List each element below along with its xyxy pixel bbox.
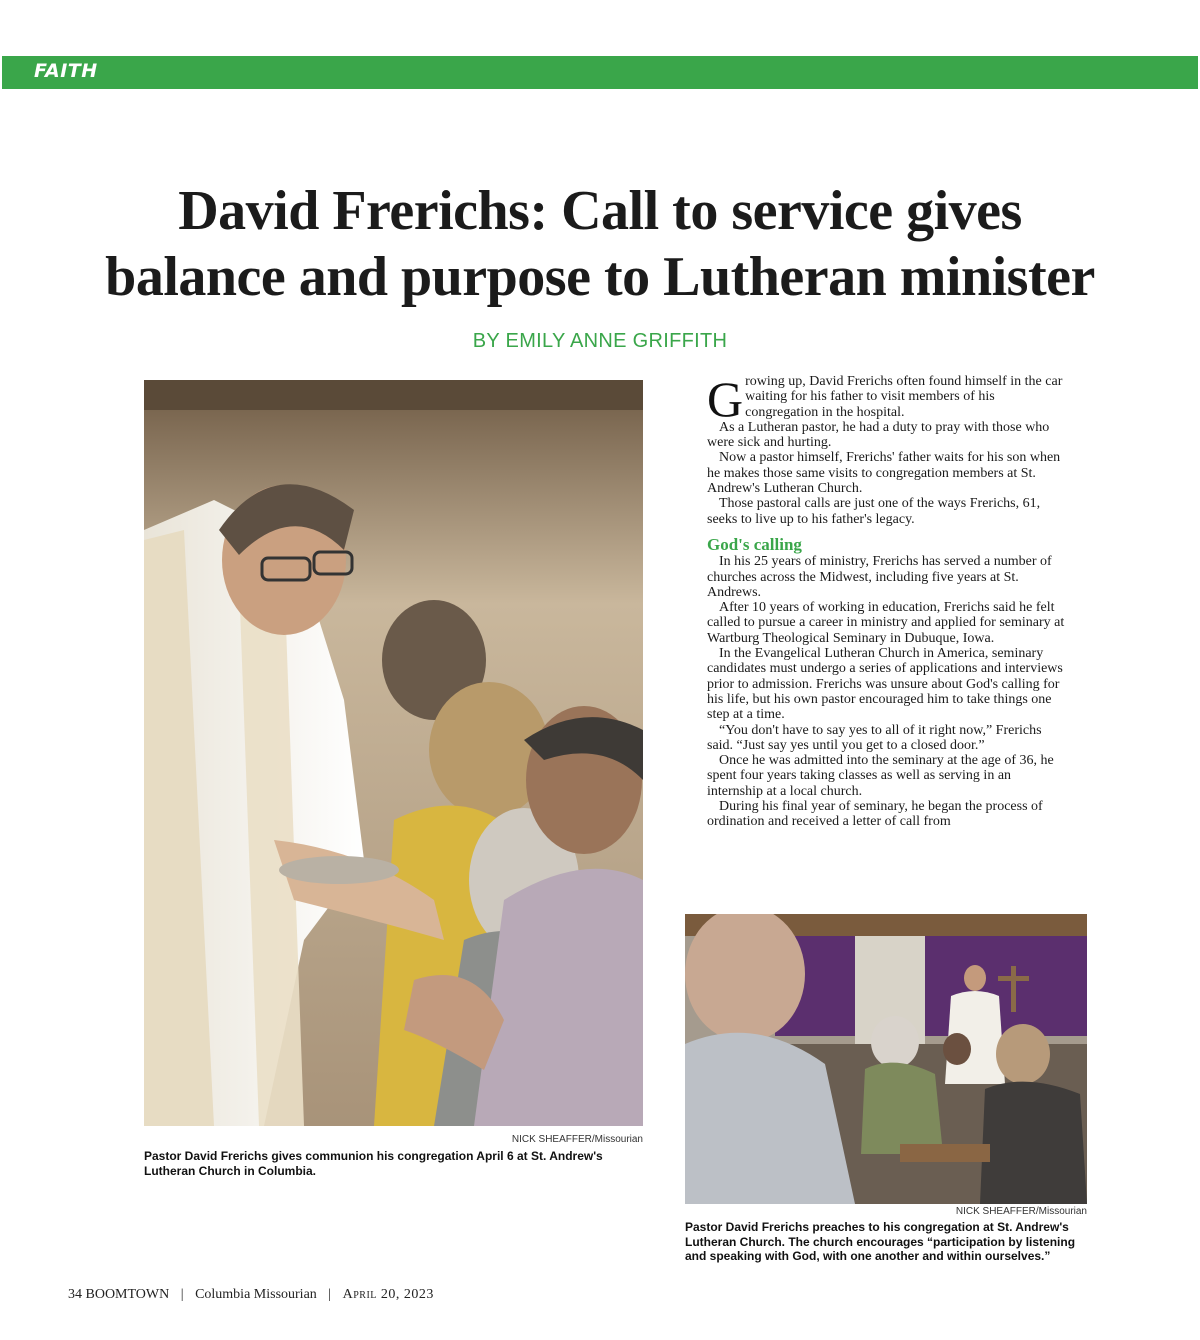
footer-divider: | — [328, 1287, 332, 1302]
paragraph: During his final year of seminary, he began the process of ordination and received a letter of call from — [707, 799, 1043, 830]
page-number: 34 — [68, 1287, 82, 1302]
headline-line-1: David Frerichs: Call to service gives — [178, 180, 1022, 242]
headline — [40, 178, 1160, 310]
page-footer — [68, 1287, 434, 1303]
section-label: FAITH — [34, 60, 98, 82]
lead-text: rowing up, David Frerichs often found himself in the car waiting for his father to visit members of his congregation in the hospital. — [745, 374, 1063, 420]
paragraph: Once he was admitted into the seminary at the age of 36, he spent four years taking classes as well as serving in an internship at a local church. — [707, 753, 1054, 799]
paper-name: Columbia Missourian — [195, 1287, 317, 1302]
headline-line-2: balance and purpose to Lutheran minister — [105, 246, 1095, 308]
footer-divider: | — [180, 1287, 184, 1302]
lead-paragraph — [707, 371, 1069, 427]
section-bar — [2, 56, 1198, 89]
paragraph: Now a pastor himself, Frerichs' father waits for his son when he makes those same visits to congregation members at St. Andrew's Lutheran Church. — [707, 450, 1061, 497]
paragraph: After 10 years of working in education, Frerichs said he felt called to pursue a career in ministry and applied for seminary at Wartburg Theological Seminary in Dubuque, Iowa. — [707, 600, 1065, 646]
sermon-photo — [685, 914, 1087, 1204]
communion-photo-credit: NICK SHEAFFER/Missourian — [511, 1134, 643, 1145]
byline: BY EMILY ANNE GRIFFITH — [472, 330, 728, 352]
subhead: God's calling — [707, 534, 802, 554]
issue-date: April 20, 2023 — [342, 1287, 434, 1302]
paragraph: As a Lutheran pastor, he had a duty to pray with those who were sick and hurting. — [707, 419, 1050, 451]
communion-photo-caption: Pastor David Frerichs gives communion his congregation April 6 at St. Andrew's Lutheran Church in Columbia. — [144, 1149, 603, 1178]
article-body — [707, 371, 1069, 830]
paragraph: In his 25 years of ministry, Frerichs has served a number of churches across the Midwest, including five years at St. Andrews. — [707, 554, 1052, 600]
sermon-photo-caption: Pastor David Frerichs preaches to his congregation at St. Andrew's Lutheran Church. The church encourages “participation by listening and speaking with God, with one another and within ourselves.” — [685, 1220, 1076, 1263]
paragraph: In the Evangelical Lutheran Church in America, seminary candidates must undergo a series of applications and interviews prior to admission. Frerichs was unsure about God's calling for his life, but his own pastor encouraged him to take things one step at a time. — [707, 646, 1063, 723]
paragraph: Those pastoral calls are just one of the ways Frerichs, 61, seeks to live up to his father's legacy. — [707, 496, 1041, 527]
publication-name: BOOMTOWN — [85, 1287, 170, 1302]
drop-cap: G — [707, 371, 744, 427]
paragraph: “You don't have to say yes to all of it right now,” Frerichs said. “Just say yes until you get to a closed door.” — [707, 722, 1042, 753]
communion-photo — [144, 380, 643, 1126]
sermon-photo-credit: NICK SHEAFFER/Missourian — [955, 1206, 1087, 1217]
